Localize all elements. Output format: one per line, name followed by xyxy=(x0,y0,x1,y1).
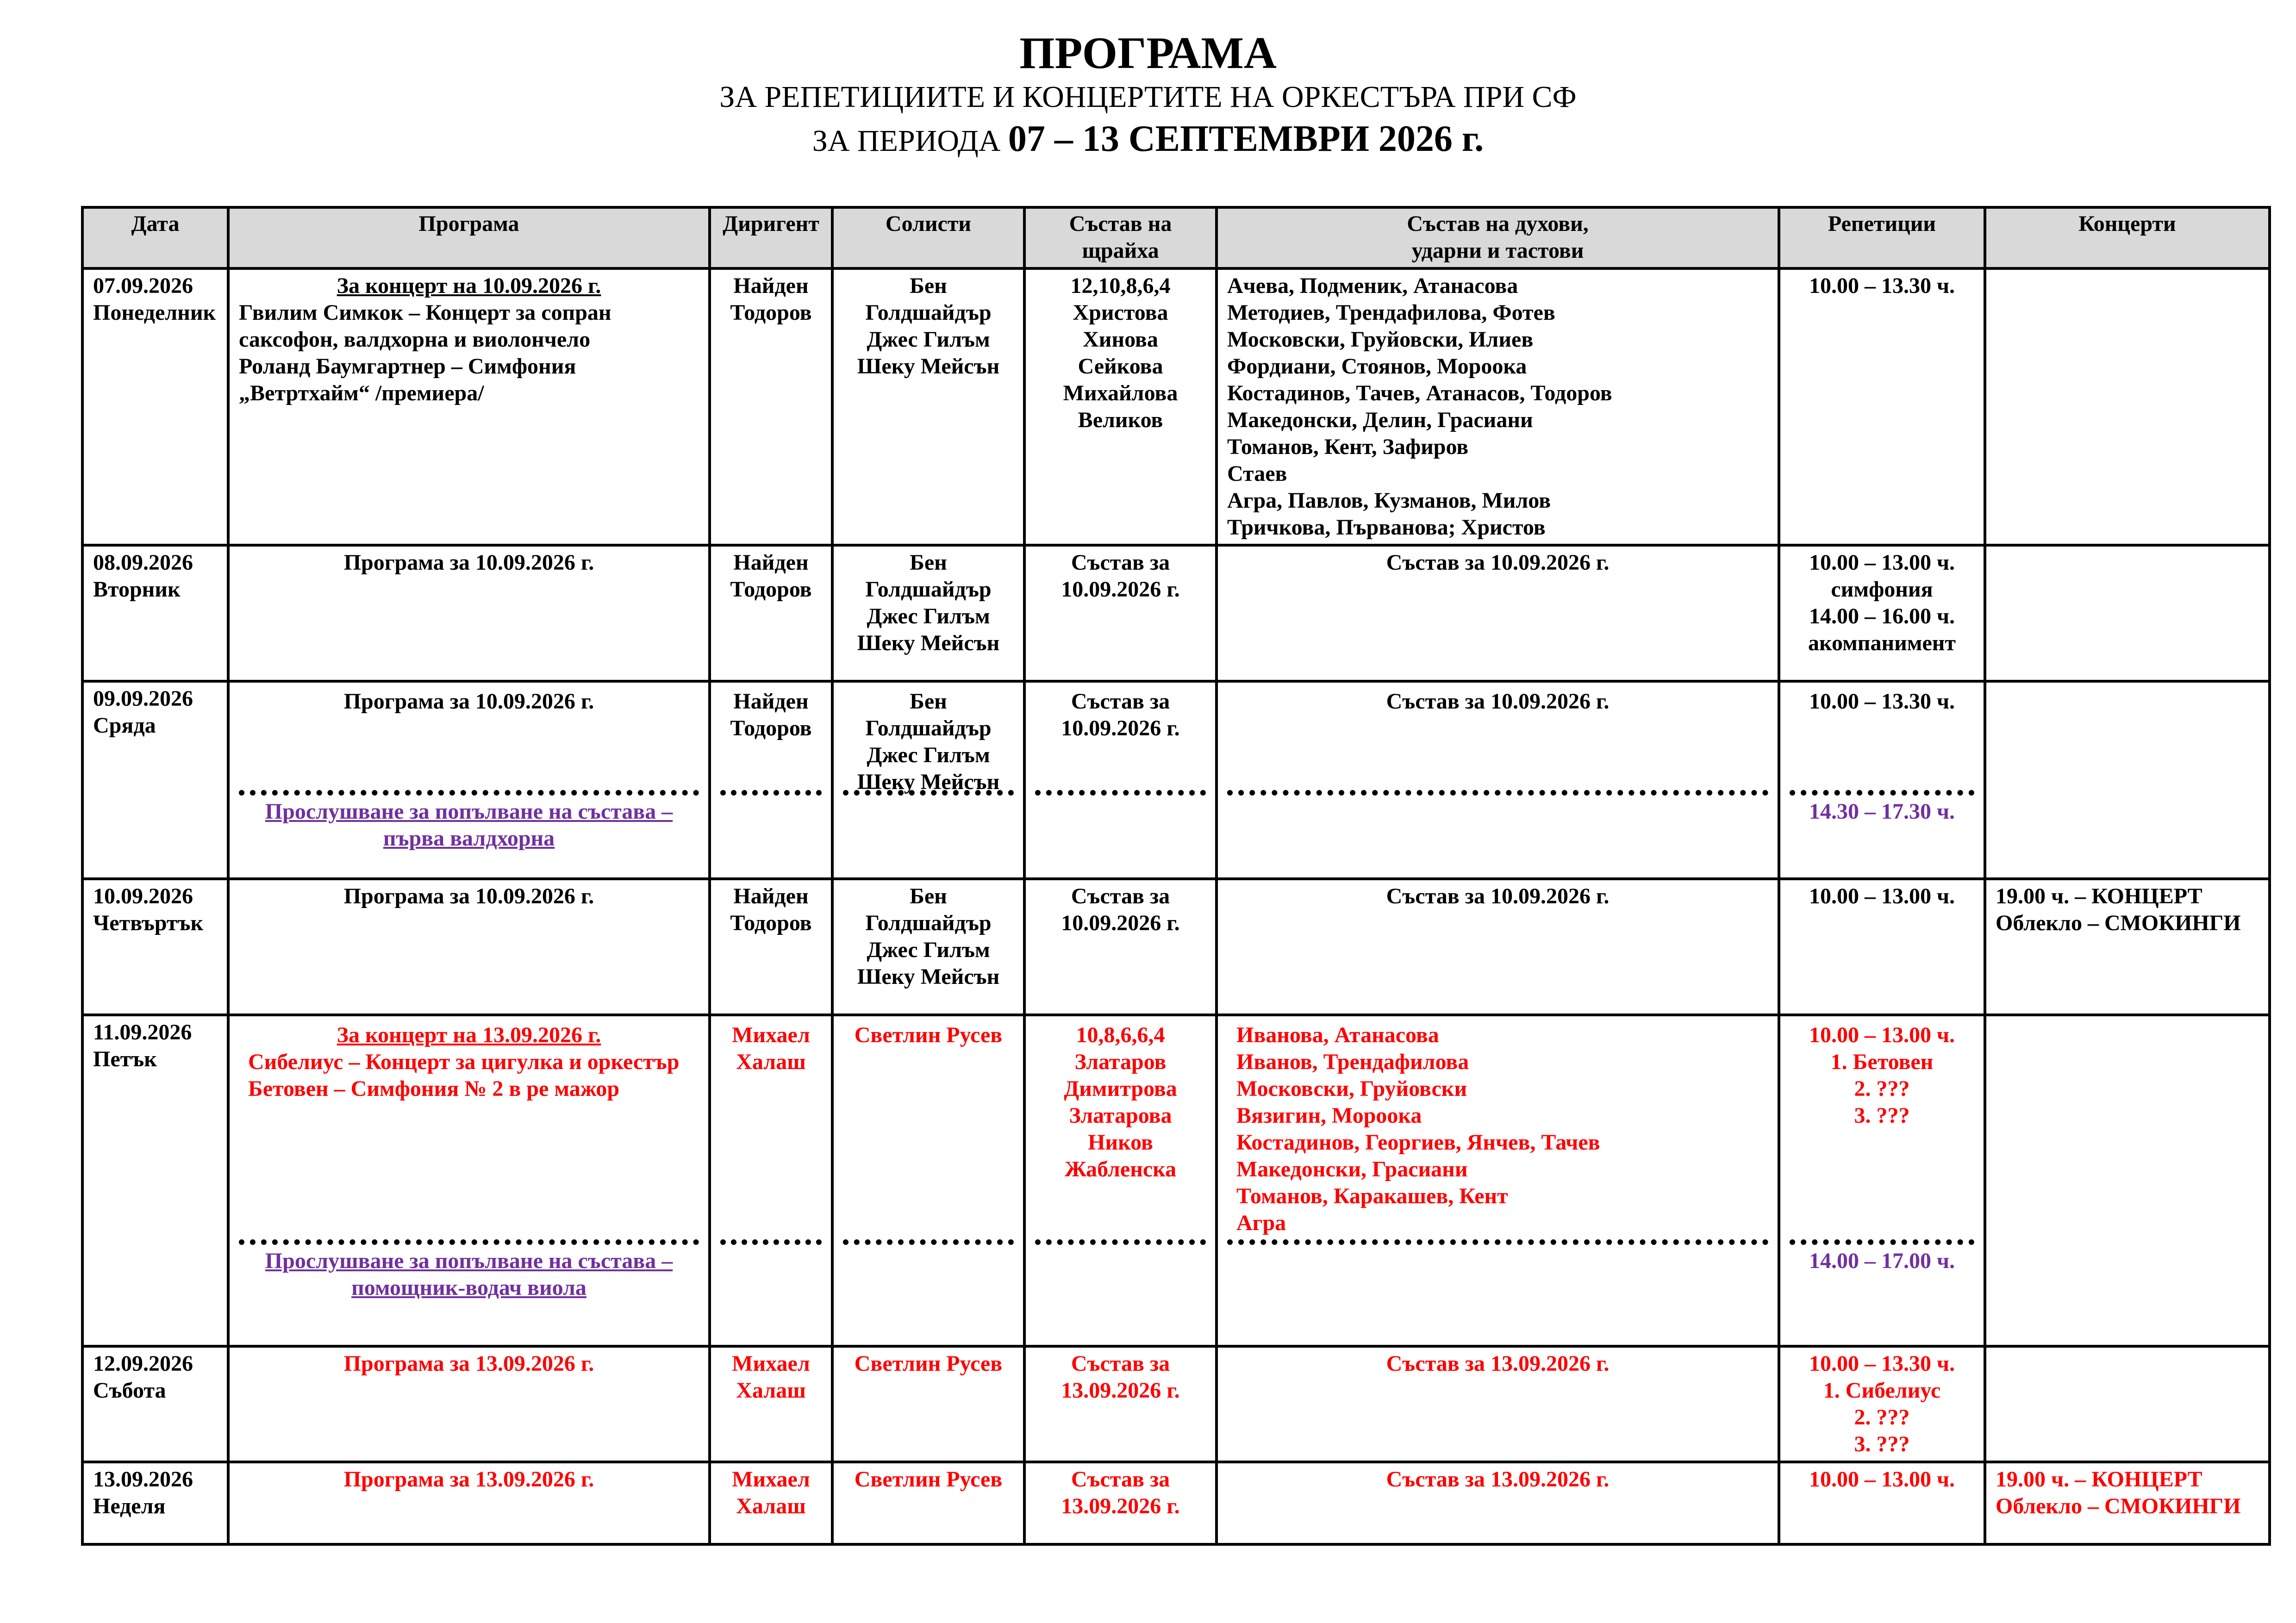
row-day: Неделя xyxy=(93,1494,166,1518)
document-subtitle: ЗА РЕПЕТИЦИИТЕ И КОНЦЕРТИТЕ НА ОРКЕСТЪРА ПРИ СФ xyxy=(719,80,1577,114)
strings-cell: Състав за 10.09.2026 г. xyxy=(1024,879,1217,1015)
col-header-strings: Състав на щрайха xyxy=(1024,207,1217,268)
program-cell: Програма за 10.09.2026 г. xyxy=(228,545,710,681)
rehearsals-text: 10.00 – 13.00 ч. 1. Бетовен 2. ??? 3. ??? xyxy=(1809,1023,1955,1128)
conductor-cell xyxy=(710,1015,832,1346)
audition-empty xyxy=(843,1239,1014,1325)
date-cell xyxy=(82,879,228,1015)
conductor-cell: Найден Тодоров xyxy=(710,268,832,545)
audition-empty xyxy=(1227,790,1768,843)
conductor-cell: Михаел Халаш xyxy=(710,1462,832,1544)
rehearsals-cell xyxy=(1779,1015,1985,1346)
row-date: 13.09.2026 xyxy=(93,1467,193,1492)
strings-text: Състав за 10.09.2026 г. xyxy=(1061,689,1180,740)
row-day: Четвъртък xyxy=(93,911,204,935)
audition-time: 14.30 – 17.30 ч. xyxy=(1790,790,1974,828)
table-row xyxy=(82,545,2270,681)
program-cell: Програма за 13.09.2026 г. xyxy=(228,1346,710,1462)
rehearsals-text: 10.00 – 13.30 ч. xyxy=(1809,689,1955,714)
col-header-concerts: Концерти xyxy=(1985,207,2270,268)
winds-cell: Състав за 13.09.2026 г. xyxy=(1217,1462,1779,1544)
col-header-conductor: Диригент xyxy=(710,207,832,268)
audition-time: 14.00 – 17.00 ч. xyxy=(1790,1239,1974,1277)
strings-cell xyxy=(1024,681,1217,879)
document-title: ПРОГРАМА xyxy=(1019,28,1277,78)
rehearsals-cell xyxy=(1779,681,1985,879)
program-title: За концерт на 13.09.2026 г. xyxy=(337,1023,601,1047)
concerts-cell xyxy=(1985,545,2270,681)
row-date: 07.09.2026 xyxy=(93,274,193,298)
winds-cell xyxy=(1217,681,1779,879)
program-body: Гвилим Симкок – Концерт за сопран саксофон, валдхорна и виолончело Роланд Баумгартнер – Симфония „Ветртхайм“ /премиера/ xyxy=(239,300,611,405)
soloists-cell: Светлин Русев xyxy=(832,1462,1024,1544)
col-header-date: Дата xyxy=(82,207,228,268)
row-day: Сряда xyxy=(93,713,156,738)
conductor-text: Найден Тодоров xyxy=(730,689,812,740)
table-row xyxy=(82,1015,2270,1346)
strings-cell xyxy=(1024,1015,1217,1346)
table-row xyxy=(82,1462,2270,1544)
concerts-cell xyxy=(1985,268,2270,545)
date-cell xyxy=(82,268,228,545)
concerts-cell xyxy=(1985,1346,2270,1462)
winds-cell xyxy=(1217,1015,1779,1346)
soloists-cell xyxy=(832,1015,1024,1346)
program-title: За концерт на 10.09.2026 г. xyxy=(337,274,601,298)
winds-cell: Състав за 10.09.2026 г. xyxy=(1217,879,1779,1015)
program-cell: Програма за 13.09.2026 г. xyxy=(228,1462,710,1544)
soloists-cell xyxy=(832,681,1024,879)
row-date: 12.09.2026 xyxy=(93,1351,193,1376)
program-cell xyxy=(228,681,710,879)
row-day: Петък xyxy=(93,1047,157,1071)
program-cell xyxy=(228,268,710,545)
table-header-row xyxy=(82,207,2270,268)
concerts-cell: 19.00 ч. – КОНЦЕРТ Облекло – СМОКИНГИ xyxy=(1985,879,2270,1015)
audition-empty xyxy=(843,790,1014,843)
winds-text: Иванова, Атанасова Иванов, Трендафилова Московски, Груйовски Вязигин, Мороока Костадинов, Георгиев, Янчев, Тачев Македонски, Грасиани Томанов, Каракашев, Кент Агра xyxy=(1236,1023,1600,1235)
rehearsals-cell: 10.00 – 13.00 ч. xyxy=(1779,1462,1985,1544)
row-day: Събота xyxy=(93,1378,166,1403)
row-date: 11.09.2026 xyxy=(93,1020,192,1045)
table-row xyxy=(82,268,2270,545)
col-header-soloists: Солисти xyxy=(832,207,1024,268)
soloists-text: Светлин Русев xyxy=(854,1023,1003,1047)
row-date: 08.09.2026 xyxy=(93,550,193,575)
date-cell xyxy=(82,681,228,879)
date-cell xyxy=(82,545,228,681)
program-text xyxy=(239,1019,699,1239)
program-cell xyxy=(228,1015,710,1346)
period-line xyxy=(0,113,2296,167)
winds-cell: Ачева, Подменик, Атанасова Методиев, Трендафилова, Фотев Московски, Груйовски, Илиев Фордиани, Стоянов, Мороока Костадинов, Тачев, Атанасов, Тодоров Македонски, Делин, Грасиани Томанов, Кент, Зафиров Стаев Агра, Павлов, Кузманов, Милов Тричкова, Първанова; Христов xyxy=(1217,268,1779,545)
audition-empty xyxy=(1035,1239,1206,1325)
col-header-winds: Състав на духови, ударни и тастови xyxy=(1217,207,1779,268)
conductor-cell: Найден Тодоров xyxy=(710,879,832,1015)
col-header-program: Програма xyxy=(228,207,710,268)
strings-cell: Състав за 13.09.2026 г. xyxy=(1024,1462,1217,1544)
rehearsals-cell: 10.00 – 13.30 ч. 1. Сибелиус 2. ??? 3. ??? xyxy=(1779,1346,1985,1462)
winds-cell: Състав за 13.09.2026 г. xyxy=(1217,1346,1779,1462)
concerts-cell xyxy=(1985,1015,2270,1346)
conductor-text: Михаел Халаш xyxy=(732,1023,810,1074)
rehearsals-cell: 10.00 – 13.00 ч. xyxy=(1779,879,1985,1015)
soloists-text: Бен Голдшайдър Джес Гилъм Шеку Мейсън xyxy=(857,689,1000,794)
period-prefix: ЗА ПЕРИОДА xyxy=(812,124,1008,158)
row-date: 09.09.2026 xyxy=(93,686,193,711)
table-row xyxy=(82,879,2270,1015)
winds-cell: Състав за 10.09.2026 г. xyxy=(1217,545,1779,681)
date-cell xyxy=(82,1346,228,1462)
schedule-table xyxy=(81,206,2271,1546)
audition-text: Прослушване за попълване на състава – първа валдхорна xyxy=(239,790,699,855)
soloists-cell: Светлин Русев xyxy=(832,1346,1024,1462)
rehearsals-cell: 10.00 – 13.00 ч. симфония 14.00 – 16.00 ч. акомпанимент xyxy=(1779,545,1985,681)
strings-text: 10,8,6,6,4 Златаров Димитрова Златарова Ников Жабленска xyxy=(1064,1023,1177,1181)
row-day: Понеделник xyxy=(93,300,216,325)
conductor-cell: Найден Тодоров xyxy=(710,545,832,681)
rehearsals-cell: 10.00 – 13.30 ч. xyxy=(1779,268,1985,545)
audition-empty xyxy=(1227,1239,1768,1325)
strings-cell: Състав за 10.09.2026 г. xyxy=(1024,545,1217,681)
row-day: Вторник xyxy=(93,577,181,602)
date-cell xyxy=(82,1462,228,1544)
program-cell: Програма за 10.09.2026 г. xyxy=(228,879,710,1015)
table-row xyxy=(82,681,2270,879)
period-dates: 07 – 13 СЕПТЕМВРИ 2026 г. xyxy=(1008,118,1484,159)
date-cell xyxy=(82,1015,228,1346)
conductor-cell xyxy=(710,681,832,879)
audition-empty xyxy=(720,1239,822,1325)
soloists-cell: Бен Голдшайдър Джес Гилъм Шеку Мейсън xyxy=(832,268,1024,545)
audition-empty xyxy=(1035,790,1206,843)
col-header-rehearsals: Репетиции xyxy=(1779,207,1985,268)
strings-cell: 12,10,8,6,4 Христова Хинова Сейкова Михайлова Великов xyxy=(1024,268,1217,545)
program-text: Програма за 10.09.2026 г. xyxy=(343,689,594,714)
concerts-cell xyxy=(1985,681,2270,879)
program-body: Сибелиус – Концерт за цигулка и оркестър Бетовен – Симфония № 2 в ре мажор xyxy=(248,1050,680,1101)
winds-text: Състав за 10.09.2026 г. xyxy=(1386,689,1610,714)
table-row xyxy=(82,1346,2270,1462)
row-date: 10.09.2026 xyxy=(93,884,193,908)
soloists-cell: Бен Голдшайдър Джес Гилъм Шеку Мейсън xyxy=(832,545,1024,681)
audition-empty xyxy=(720,790,822,843)
soloists-cell: Бен Голдшайдър Джес Гилъм Шеку Мейсън xyxy=(832,879,1024,1015)
concerts-cell: 19.00 ч. – КОНЦЕРТ Облекло – СМОКИНГИ xyxy=(1985,1462,2270,1544)
audition-text: Прослушване за попълване на състава – помощник-водач виола xyxy=(239,1239,699,1304)
conductor-cell: Михаел Халаш xyxy=(710,1346,832,1462)
strings-cell: Състав за 13.09.2026 г. xyxy=(1024,1346,1217,1462)
